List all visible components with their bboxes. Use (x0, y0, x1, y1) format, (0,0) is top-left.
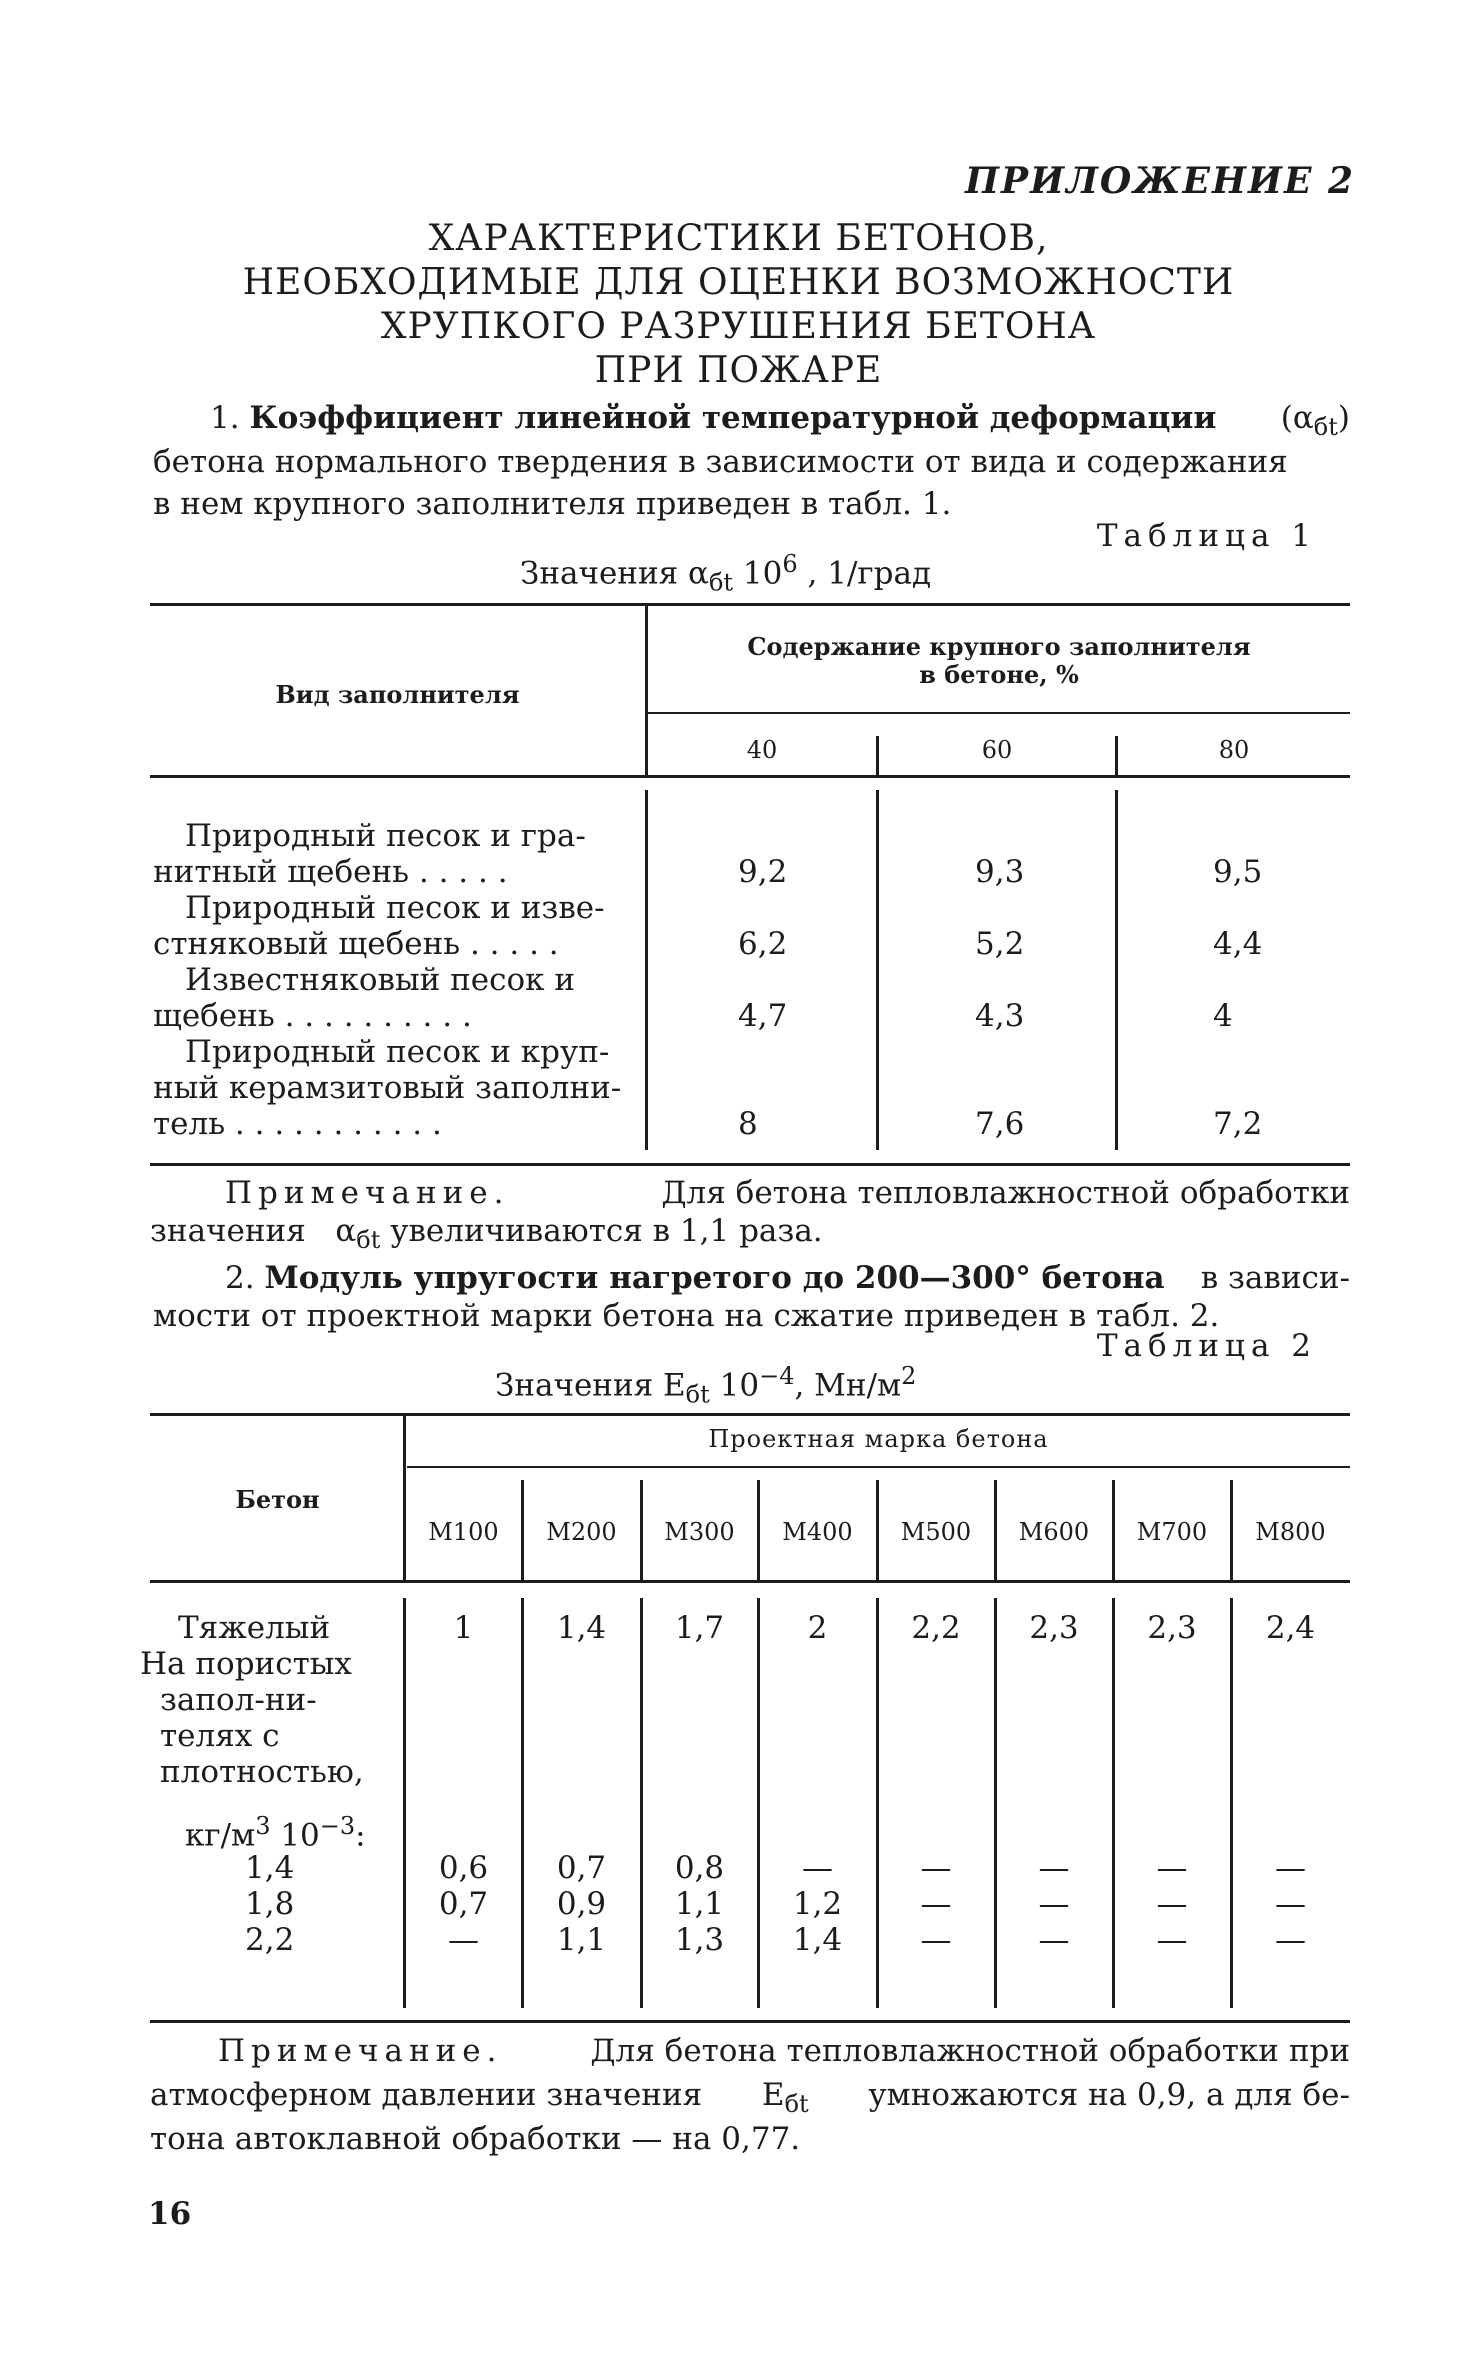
table2-divider-body-6 (1112, 1598, 1115, 2008)
table1-row3-label-2: щебень . . . . . . . . . . (153, 998, 472, 1034)
table2-divider-body-3 (757, 1598, 760, 2008)
table1-cell-r1-60: 9,3 (975, 854, 1025, 890)
table1-row4-label-3: тель . . . . . . . . . . . (153, 1106, 442, 1142)
table1-cell-r2-40: 6,2 (738, 926, 788, 962)
grade-m400: М400 (782, 1518, 853, 1546)
d18-m400: 1,2 (792, 1886, 843, 1922)
title-line-4: ПРИ ПОЖАРЕ (594, 350, 883, 391)
d18-m600: — (1038, 1886, 1070, 1922)
d22-m200: 1,1 (556, 1922, 607, 1958)
table1-header-top-2: в бетоне, % (919, 660, 1079, 689)
d14-m100: 0,6 (438, 1850, 489, 1886)
table2-density-1-8: 1,8 (245, 1886, 295, 1922)
d18-m800: — (1275, 1886, 1306, 1922)
table1-bottom-rule (150, 1163, 1350, 1166)
d18-m500: — (920, 1886, 952, 1922)
table2-porous-4: плотностью, (160, 1754, 364, 1790)
table2-density-2-2: 2,2 (245, 1922, 295, 1958)
grade-m600: М600 (1018, 1518, 1090, 1546)
heavy-m300: 1,7 (674, 1610, 725, 1646)
table1-caption: Значения $\alpha_{бt}$ $10^6$ , 1/град (520, 550, 932, 597)
d22-m600: — (1038, 1922, 1070, 1958)
table2-divider-grade-2 (640, 1480, 643, 1580)
table2-porous-2: запол-ни- (160, 1682, 317, 1718)
title-line-3: ХРУПКОГО РАЗРУШЕНИЯ БЕТОНА (380, 306, 1097, 347)
table1-label: Таблица 1 (1096, 518, 1317, 554)
grade-m300: М300 (664, 1518, 735, 1546)
table1-cell-r3-40: 4,7 (738, 998, 788, 1034)
note2-line2: атмосферном давлении значения $E_{бt}$ умножаются на 0,9, а для бе- (150, 2077, 1350, 2119)
d22-m100: — (448, 1922, 479, 1958)
table2-divider-grade-4 (876, 1480, 879, 1580)
table1-col-40: 40 (746, 736, 778, 764)
d22-m500: — (920, 1922, 952, 1958)
heavy-m400: 2 (807, 1610, 828, 1646)
heavy-m200: 1,4 (556, 1610, 607, 1646)
d14-m500: — (920, 1850, 952, 1886)
grade-m200: М200 (546, 1518, 617, 1546)
table1-row2-label-1: Природный песок и изве- (185, 890, 605, 926)
table2-divider-grade-3 (757, 1480, 760, 1580)
d14-m400: — (802, 1850, 833, 1886)
grade-m100: М100 (428, 1518, 499, 1546)
table1-cell-r2-60: 5,2 (975, 926, 1025, 962)
d22-m700: — (1156, 1922, 1188, 1958)
d22-m300: 1,3 (674, 1922, 725, 1958)
table2-divider-grade-1 (521, 1480, 524, 1580)
table1-cell-r4-80: 7,2 (1213, 1106, 1263, 1142)
heavy-m600: 2,3 (1029, 1610, 1079, 1646)
d18-m300: 1,1 (674, 1886, 725, 1922)
table2-divider-body-2 (640, 1598, 643, 2008)
table1-col-80: 80 (1218, 736, 1250, 764)
note2-label: Примечание. (218, 2033, 503, 2069)
table2-density-unit: $кг/м^3$ $10^{-3}$: (185, 1812, 366, 1854)
table2-divider-body-4 (876, 1598, 879, 2008)
table2-porous-3: телях с (160, 1718, 280, 1754)
section2-number: 2. (225, 1260, 255, 1296)
table1-top-rule (150, 603, 1350, 606)
d18-m100: 0,7 (438, 1886, 489, 1922)
table1-body-divider-1 (645, 790, 648, 1150)
note1-line2: значения $\alpha_{бt}$ увеличиваются в 1,1 раза. (150, 1213, 823, 1255)
table2-divider-body-5 (994, 1598, 997, 2008)
table2-divider-body-7 (1230, 1598, 1233, 2008)
table1-header-rule (648, 712, 1350, 714)
section2-line2: мости от проектной марки бетона на сжатие приведен в табл. 2. (153, 1298, 1220, 1334)
section2-line1 (225, 1260, 1350, 1296)
table1-cell-r2-80: 4,4 (1213, 926, 1263, 962)
table1-cell-r3-80: 4 (1213, 998, 1233, 1034)
table2-top-rule (150, 1413, 1350, 1416)
table2-header-bottom-rule (150, 1580, 1350, 1583)
d14-m800: — (1275, 1850, 1306, 1886)
d18-m700: — (1156, 1886, 1188, 1922)
d22-m800: — (1275, 1922, 1306, 1958)
d14-m200: 0,7 (556, 1850, 607, 1886)
d14-m300: 0,8 (674, 1850, 725, 1886)
table2-density-1-4: 1,4 (245, 1850, 295, 1886)
d14-m600: — (1038, 1850, 1070, 1886)
section1-line2: бетона нормального твердения в зависимости от вида и содержания (153, 444, 1288, 480)
grade-m800: М800 (1255, 1518, 1326, 1546)
table1-header-bottom-rule (150, 775, 1350, 778)
table1-row4-label-1: Природный песок и круп- (185, 1034, 610, 1070)
table2-header-top: Проектная марка бетона (708, 1425, 1049, 1453)
section2-heading: Модуль упругости нагретого до 200—300° бетона (264, 1260, 1165, 1296)
table1-row1-label-2: нитный щебень . . . . . (153, 854, 508, 890)
table2-caption: Значения $E_{бt}$ $10^{-4}$, $Мн/м^2$ (495, 1362, 917, 1409)
section1-number: 1. (210, 400, 240, 436)
section1-symbol: $(\alpha_{бt})$ (1280, 400, 1350, 442)
table2-label: Таблица 2 (1096, 1328, 1317, 1364)
note1-text: Для бетона тепловлажностной обработки (661, 1175, 1350, 1211)
section1-line3: в нем крупного заполнителя приведен в табл. 1. (153, 486, 952, 522)
title-line-1: ХАРАКТЕРИСТИКИ БЕТОНОВ, (428, 218, 1049, 259)
note1-line1 (225, 1175, 1350, 1211)
heavy-m800: 2,4 (1265, 1610, 1316, 1646)
table2-heavy-label: Тяжелый (178, 1610, 331, 1646)
table2-header-rule (407, 1466, 1350, 1468)
table1-header-top-1: Содержание крупного заполнителя (747, 632, 1251, 661)
table1-cell-r4-40: 8 (738, 1106, 758, 1142)
table1-body-divider-2 (876, 790, 879, 1150)
d18-m200: 0,9 (556, 1886, 607, 1922)
table2-divider-grade-6 (1112, 1480, 1115, 1580)
table2-header-left: Бетон (235, 1485, 320, 1514)
page-number: 16 (148, 2196, 192, 2232)
table2-divider-body-1 (521, 1598, 524, 2008)
table1-row4-label-2: ный керамзитовый заполни- (153, 1070, 622, 1106)
table1-cell-r3-60: 4,3 (975, 998, 1025, 1034)
note2-line3: тона автоклавной обработки — на 0,77. (150, 2121, 801, 2157)
table2-divider-grade-7 (1230, 1480, 1233, 1580)
title-line-2: НЕОБХОДИМЫЕ ДЛЯ ОЦЕНКИ ВОЗМОЖНОСТИ (242, 262, 1235, 303)
d14-m700: — (1156, 1850, 1188, 1886)
heavy-m700: 2,3 (1147, 1610, 1197, 1646)
table1-col-60: 60 (981, 736, 1013, 764)
note1-label: Примечание. (225, 1175, 510, 1211)
table1-cell-r1-40: 9,2 (738, 854, 788, 890)
table1-cell-r1-80: 9,5 (1213, 854, 1263, 890)
section1-line1 (210, 400, 1350, 441)
table1-row2-label-2: стняковый щебень . . . . . (153, 926, 559, 962)
note2-line1 (218, 2033, 1350, 2069)
appendix-label: ПРИЛОЖЕНИЕ 2 (964, 160, 1355, 202)
heavy-m500: 2,2 (911, 1610, 961, 1646)
heavy-m100: 1 (453, 1610, 474, 1646)
d22-m400: 1,4 (792, 1922, 843, 1958)
grade-m700: М700 (1136, 1518, 1208, 1546)
table2-porous-1: На пористых (140, 1646, 352, 1682)
table2-divider-body-left (403, 1598, 406, 2008)
table1-header-left: Вид заполнителя (275, 680, 520, 709)
table1-body-divider-3 (1115, 790, 1118, 1150)
section1-heading: Коэффициент линейной температурной деформации (249, 400, 1217, 436)
table1-cell-r4-60: 7,6 (975, 1106, 1025, 1142)
section2-line1-rest: в зависи- (1200, 1260, 1350, 1296)
table2-bottom-rule (150, 2020, 1350, 2023)
grade-m500: М500 (900, 1518, 972, 1546)
table1-row3-label-1: Известняковый песок и (185, 962, 576, 998)
table2-divider-grade-5 (994, 1480, 997, 1580)
table1-row1-label-1: Природный песок и гра- (185, 818, 586, 854)
note2-text: Для бетона тепловлажностной обработки при (590, 2033, 1350, 2069)
